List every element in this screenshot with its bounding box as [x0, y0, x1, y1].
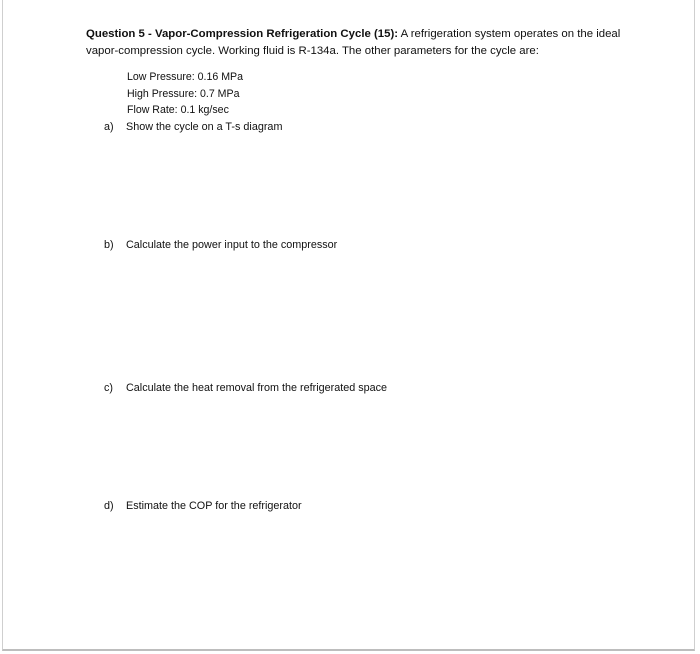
- part-c: [104, 381, 387, 395]
- part-b: [104, 238, 337, 252]
- part-d-letter: d): [104, 500, 114, 512]
- parameter-list: [127, 69, 243, 119]
- param-low-pressure: Low Pressure: 0.16 MPa: [127, 71, 243, 83]
- part-b-letter: b): [104, 239, 114, 251]
- part-a-text: Show the cycle on a T-s diagram: [126, 121, 283, 133]
- question-heading: Question 5 - Vapor-Compression Refrigeration Cycle (15):: [86, 28, 399, 40]
- page-frame: [2, 0, 695, 651]
- part-a-letter: a): [104, 121, 114, 133]
- param-high-pressure: High Pressure: 0.7 MPa: [127, 87, 240, 100]
- part-c-letter: c): [104, 382, 113, 394]
- question-statement: [86, 26, 626, 60]
- part-d-text: Estimate the COP for the refrigerator: [126, 500, 302, 512]
- part-a: [104, 120, 282, 134]
- part-c-text: Calculate the heat removal from the refrigerated space: [126, 382, 388, 394]
- param-flow-rate: Flow Rate: 0.1 kg/sec: [127, 104, 229, 116]
- question-text: A refrigeration system operates on the ideal vapor-compression cycle. Working fluid is R-134a. The other parameters for the cycle are:: [86, 28, 621, 57]
- part-b-text: Calculate the power input to the compressor: [126, 239, 338, 251]
- part-d: [104, 499, 302, 513]
